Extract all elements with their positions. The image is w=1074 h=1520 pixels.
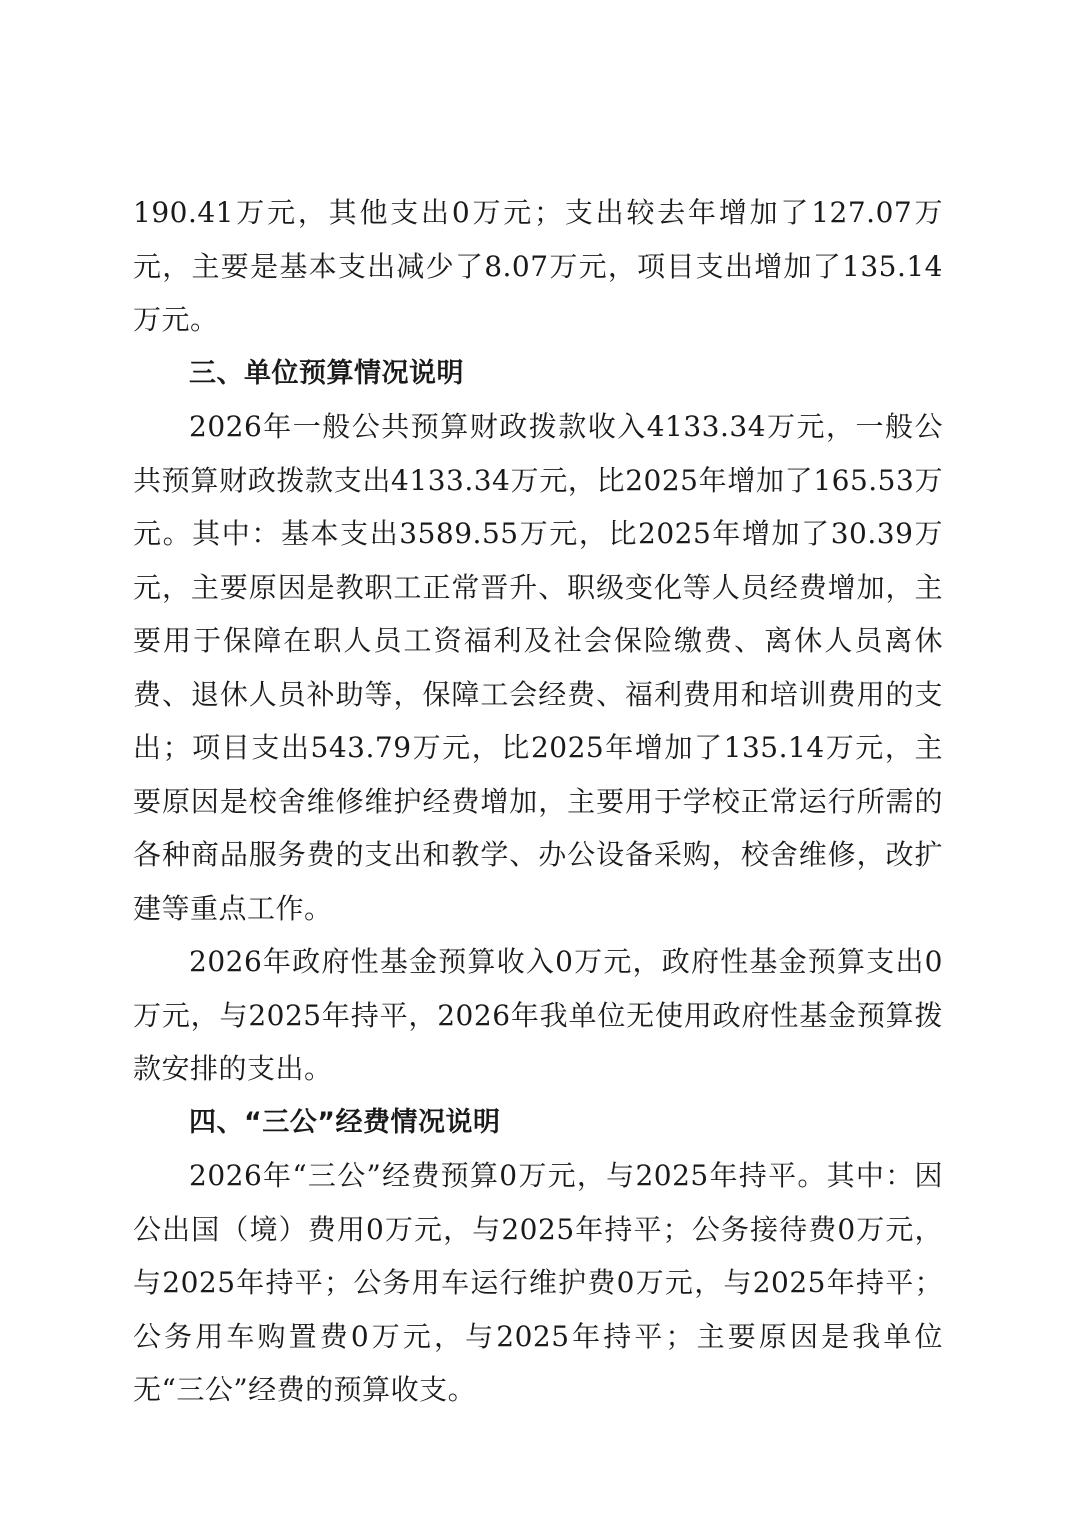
continuation-paragraph: 190.41万元，其他支出0万元；支出较去年增加了127.07万元，主要是基本支出减少了8.07万元，项目支出增加了135.14万元。 (133, 196, 943, 336)
section-3-heading: 三、单位预算情况说明 (189, 357, 464, 389)
section-4-paragraph-1: 2026年“三公”经费预算0万元，与2025年持平。其中：因公出国（境）费用0万元，与2025年持平；公务接待费0万元，与2025年持平；公务用车运行维护费0万元，与2025年持平；公务用车购置费0万元，与2025年持平；主要原因是我单位无“三公”经费的预算收支。 (133, 1159, 943, 1406)
document-page (133, 186, 943, 1417)
section-3-paragraph-2: 2026年政府性基金预算收入0万元，政府性基金预算支出0万元，与2025年持平，2026年我单位无使用政府性基金预算拨款安排的支出。 (133, 945, 943, 1085)
section-4-heading: 四、“三公”经费情况说明 (189, 1106, 501, 1138)
section-3-paragraph-1: 2026年一般公共预算财政拨款收入4133.34万元，一般公共预算财政拨款支出4133.34万元，比2025年增加了165.53万元。其中：基本支出3589.55万元，比2025年增加了30.39万元，主要原因是教职工正常晋升、职级变化等人员经费增加，主要用于保障在职人员工资福利及社会保险缴费、离休人员离休费、退休人员补助等，保障工会经费、福利费用和培训费用的支出；项目支出543.79万元，比2025年增加了135.14万元，主要原因是校舍维修维护经费增加，主要用于学校正常运行所需的各种商品服务费的支出和教学、办公设备采购，校舍维修，改扩建等重点工作。 (133, 410, 943, 925)
